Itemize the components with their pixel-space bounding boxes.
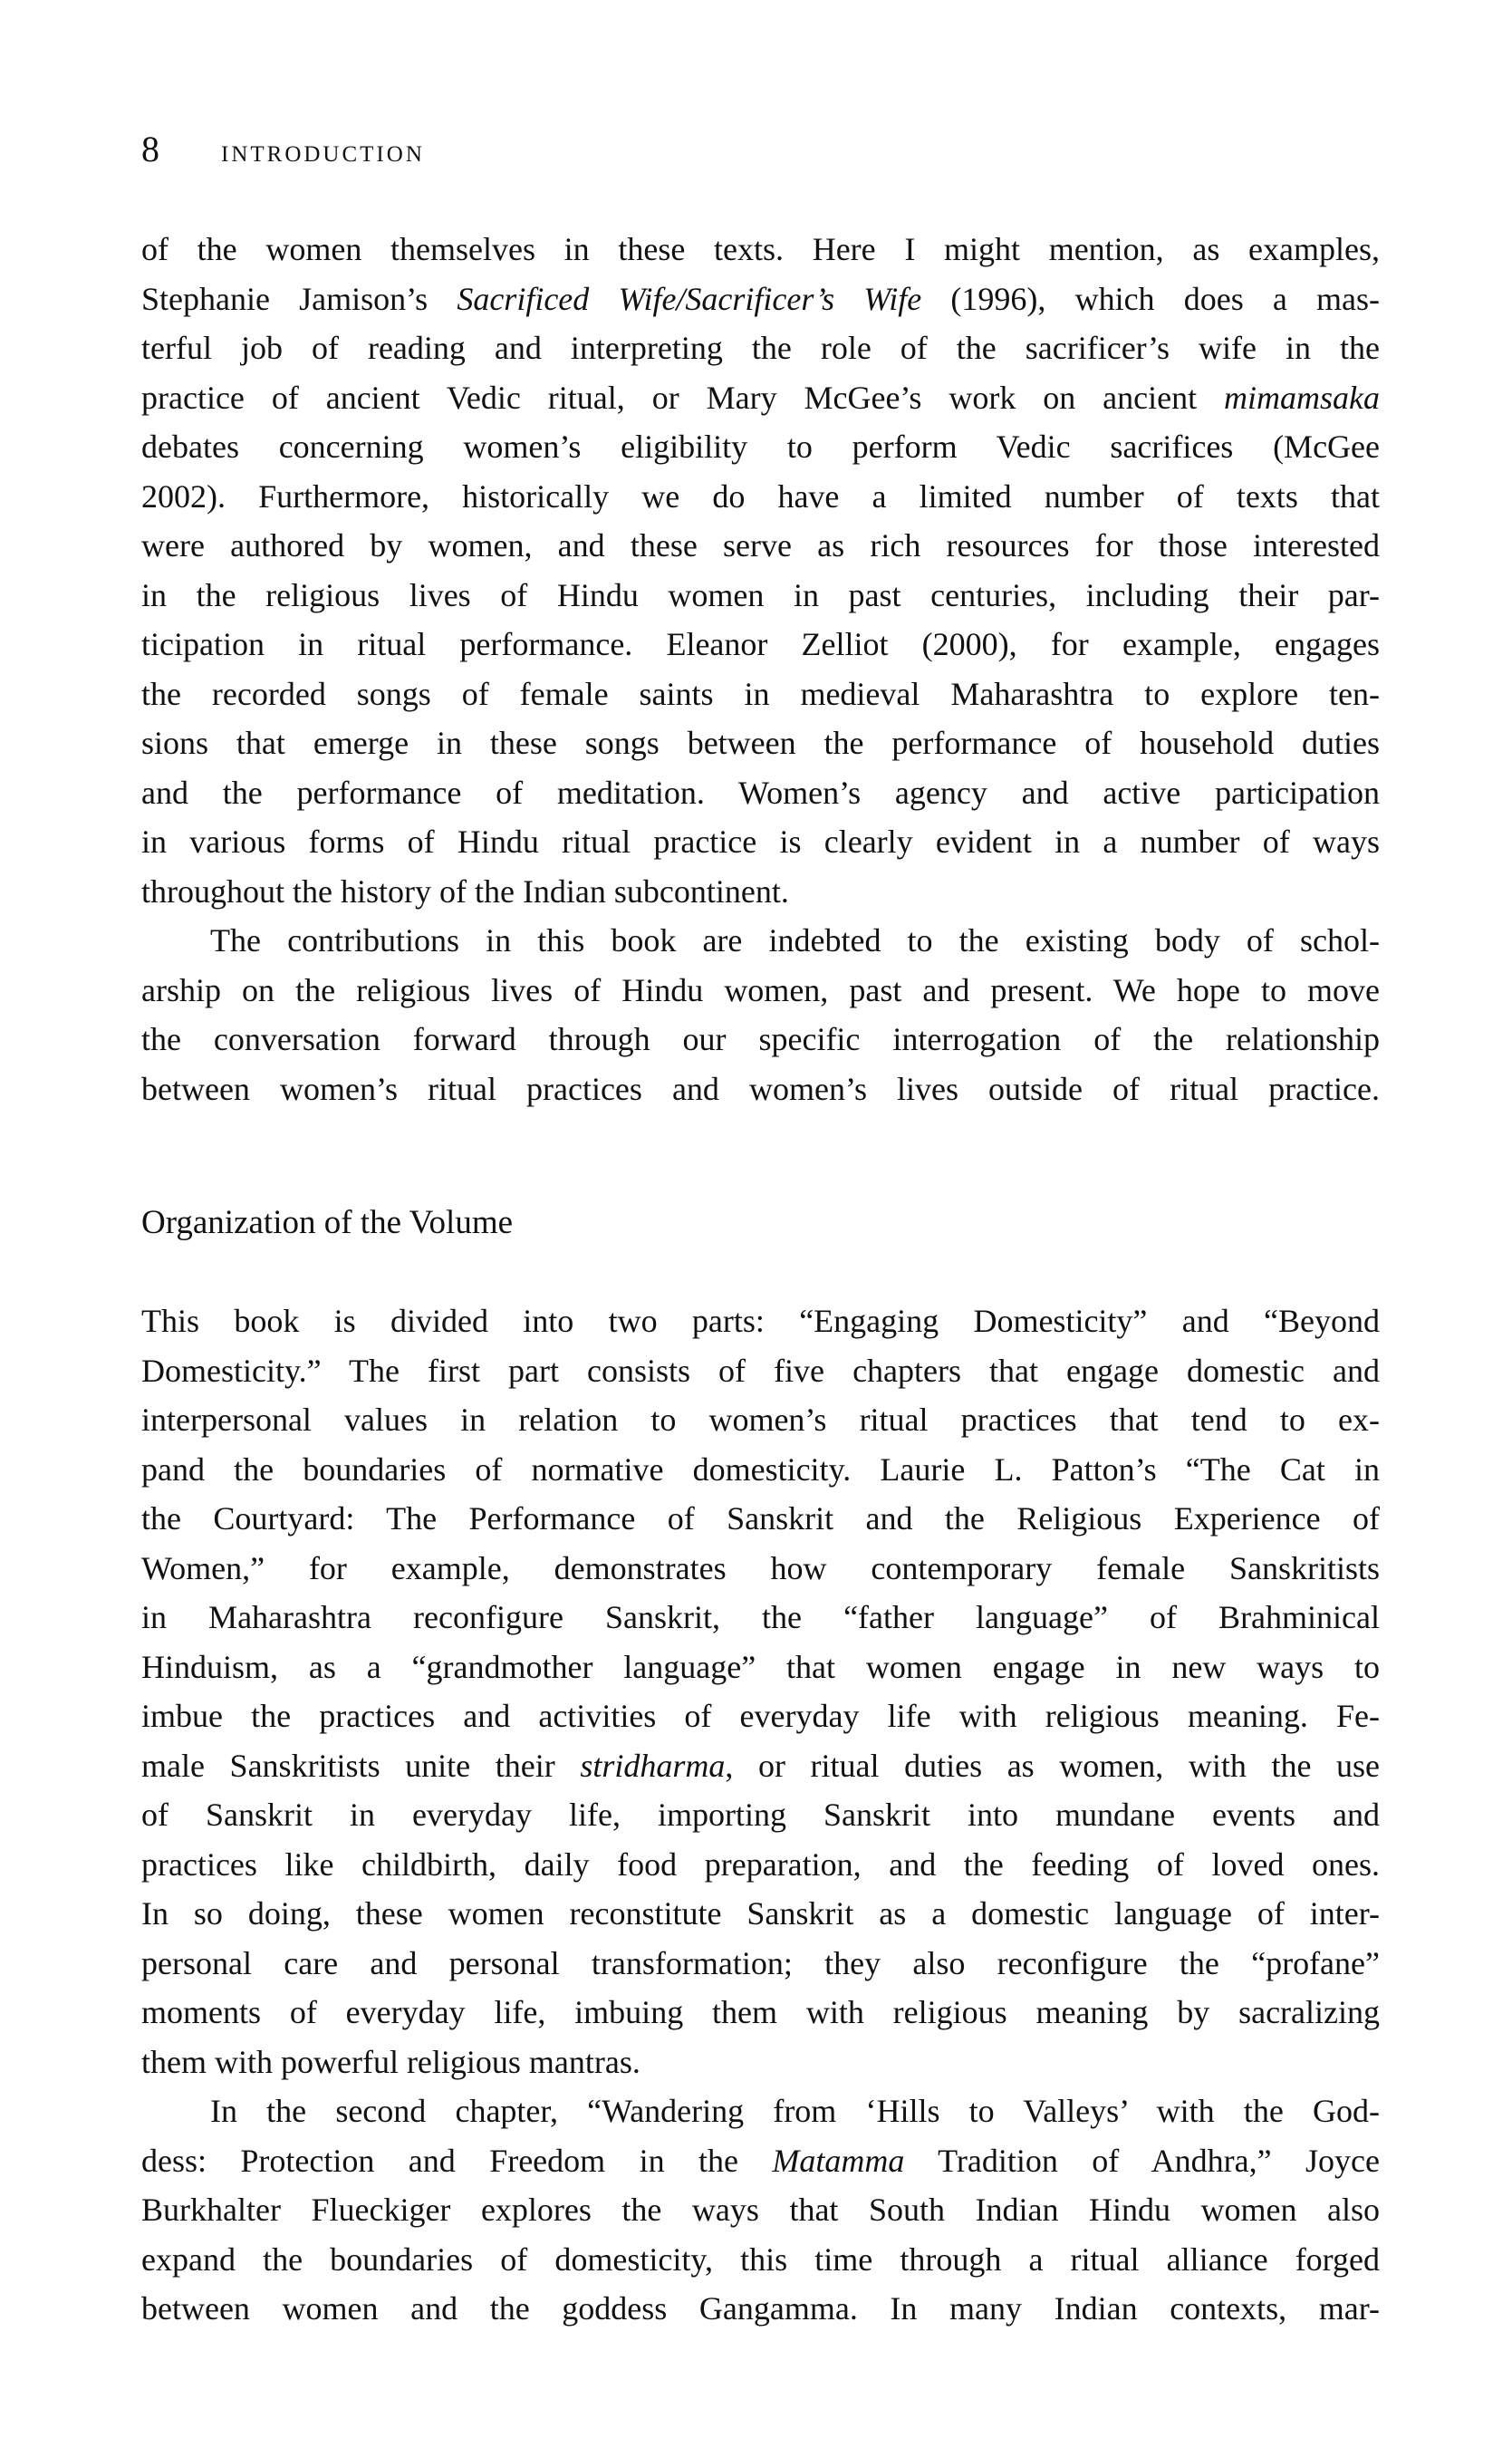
text-segment: sions that emerge in these songs between the performance of household duties (141, 725, 1380, 761)
text-segment: dess: Protection and Freedom in the (141, 2142, 773, 2179)
text-line (141, 1015, 1380, 1065)
text-line (141, 2038, 1380, 2087)
text-line (141, 422, 1380, 472)
body-paragraph (141, 916, 1380, 1113)
text-line (141, 817, 1380, 867)
text-segment: throughout the history of the Indian subcontinent. (141, 872, 789, 910)
text-segment: expand the boundaries of domesticity, this time through a ritual alliance forged (141, 2240, 1380, 2278)
text-line (141, 670, 1380, 719)
text-line (141, 373, 1380, 423)
text-line (141, 1790, 1380, 1840)
text-line (141, 1395, 1380, 1445)
running-header (141, 125, 425, 174)
text-line (141, 1544, 1380, 1594)
text-line (141, 2235, 1380, 2285)
text-line (141, 1593, 1380, 1643)
text-segment: , or ritual duties as women, with the use (725, 1747, 1380, 1784)
text-line (141, 768, 1380, 818)
text-segment: practices like childbirth, daily food preparation, and the feeding of loved ones. (141, 1845, 1380, 1883)
text-segment: Tradition of Andhra,” Joyce (904, 2142, 1380, 2179)
text-line (141, 1065, 1380, 1114)
text-segment: imbue the practices and activities of everyday life with religious meaning. Fe- (141, 1698, 1380, 1734)
text-line (141, 1889, 1380, 1939)
text-segment: (1996), which does a mas- (921, 280, 1381, 317)
text-line (141, 1691, 1380, 1741)
text-segment: them with powerful religious mantras. (141, 2043, 640, 2080)
text-segment: terful job of reading and interpreting the role of the sacrificer’s wife in the (141, 330, 1380, 366)
body-paragraph (141, 1296, 1380, 2086)
text-line (141, 916, 1380, 966)
body-paragraph (141, 225, 1380, 916)
text-segment: This book is divided into two parts: “Engaging Domesticity” and “Beyond (141, 1303, 1380, 1339)
text-segment: In so doing, these women reconstitute Sanskrit as a domestic language of inter- (141, 1895, 1380, 1932)
text-segment: in various forms of Hindu ritual practice is clearly evident in a number of ways (141, 824, 1380, 860)
text-segment: of Sanskrit in everyday life, importing Sanskrit into mundane events and (141, 1797, 1380, 1833)
text-segment: between women and the goddess Gangamma. In many Indian contexts, mar- (141, 2290, 1380, 2327)
text-line (141, 966, 1380, 1016)
text-segment: were authored by women, and these serve as rich resources for those interested (141, 527, 1380, 564)
text-line (141, 1939, 1380, 1989)
running-head-title: INTRODUCTION (221, 142, 425, 167)
text-line (141, 323, 1380, 373)
text-line (141, 867, 1380, 917)
text-segment: Burkhalter Flueckiger explores the ways that South Indian Hindu women also (141, 2192, 1380, 2228)
text-segment: the Courtyard: The Performance of Sanskrit and the Religious Experience of (141, 1500, 1380, 1537)
italic-text: stridharma (580, 1747, 726, 1784)
section-heading: Organization of the Volume (141, 1204, 514, 1241)
text-line (141, 521, 1380, 571)
text-segment: the conversation forward through our specific interrogation of the relationship (141, 1021, 1380, 1057)
text-segment: male Sanskritists unite their (141, 1747, 581, 1784)
text-segment: personal care and personal transformation; they also reconfigure the “profane” (141, 1944, 1380, 1981)
text-segment: between women’s ritual practices and women’s lives outside of ritual practice. (141, 1070, 1380, 1107)
text-segment: Stephanie Jamison’s (141, 280, 457, 317)
text-segment: in the religious lives of Hindu women in past centuries, including their par- (141, 576, 1380, 613)
text-segment: the recorded songs of female saints in medieval Maharashtra to explore ten- (141, 675, 1380, 712)
text-line (141, 2284, 1380, 2334)
text-segment: pand the boundaries of normative domesticity. Laurie L. Patton’s “The Cat in (141, 1450, 1380, 1488)
text-segment: Women,” for example, demonstrates how contemporary female Sanskritists (141, 1549, 1380, 1586)
page-number: 8 (141, 129, 159, 169)
italic-text: Matamma (772, 2142, 905, 2179)
text-line (141, 2136, 1380, 2186)
text-segment: ticipation in ritual performance. Eleanor Zelliot (2000), for example, engages (141, 626, 1380, 662)
text-line (141, 1445, 1380, 1495)
text-line (141, 1494, 1380, 1544)
text-line (141, 1346, 1380, 1396)
text-segment: and the performance of meditation. Women’s agency and active participation (141, 774, 1380, 811)
text-segment: In the second chapter, “Wandering from ‘Hills to Valleys’ with the God- (210, 2093, 1380, 2129)
text-segment: moments of everyday life, imbuing them with religious meaning by sacralizing (141, 1994, 1380, 2030)
text-line (141, 2185, 1380, 2235)
text-segment: The contributions in this book are indebted to the existing body of schol- (210, 922, 1380, 959)
text-line (141, 571, 1380, 621)
text-line (141, 1296, 1380, 1346)
text-line (141, 275, 1380, 324)
italic-text: Sacrificed Wife/Sacrificer’s Wife (457, 280, 922, 317)
text-segment: debates concerning women’s eligibility to perform Vedic sacrifices (McGee (141, 429, 1380, 465)
italic-text: mimamsaka (1224, 379, 1380, 416)
text-line (141, 472, 1380, 522)
text-line (141, 718, 1380, 768)
text-line (141, 225, 1380, 275)
text-segment: Domesticity.” The first part consists of five chapters that engage domestic and (141, 1352, 1380, 1389)
text-segment: practice of ancient Vedic ritual, or Mary McGee’s work on ancient (141, 379, 1225, 416)
text-segment: Hinduism, as a “grandmother language” that women engage in new ways to (141, 1648, 1380, 1685)
text-line (141, 1741, 1380, 1791)
text-segment: of the women themselves in these texts. Here I might mention, as examples, (141, 231, 1380, 267)
text-line (141, 1840, 1380, 1890)
text-segment: arship on the religious lives of Hindu women, past and present. We hope to move (141, 971, 1380, 1008)
text-line (141, 1988, 1380, 2038)
text-line (141, 1643, 1380, 1692)
text-segment: interpersonal values in relation to women’s ritual practices that tend to ex- (141, 1402, 1380, 1438)
text-segment: 2002). Furthermore, historically we do have a limited number of texts that (141, 477, 1380, 515)
text-line (141, 2086, 1380, 2136)
body-paragraph (141, 2086, 1380, 2334)
text-segment: in Maharashtra reconfigure Sanskrit, the “father language” of Brahminical (141, 1599, 1380, 1635)
text-line (141, 620, 1380, 670)
